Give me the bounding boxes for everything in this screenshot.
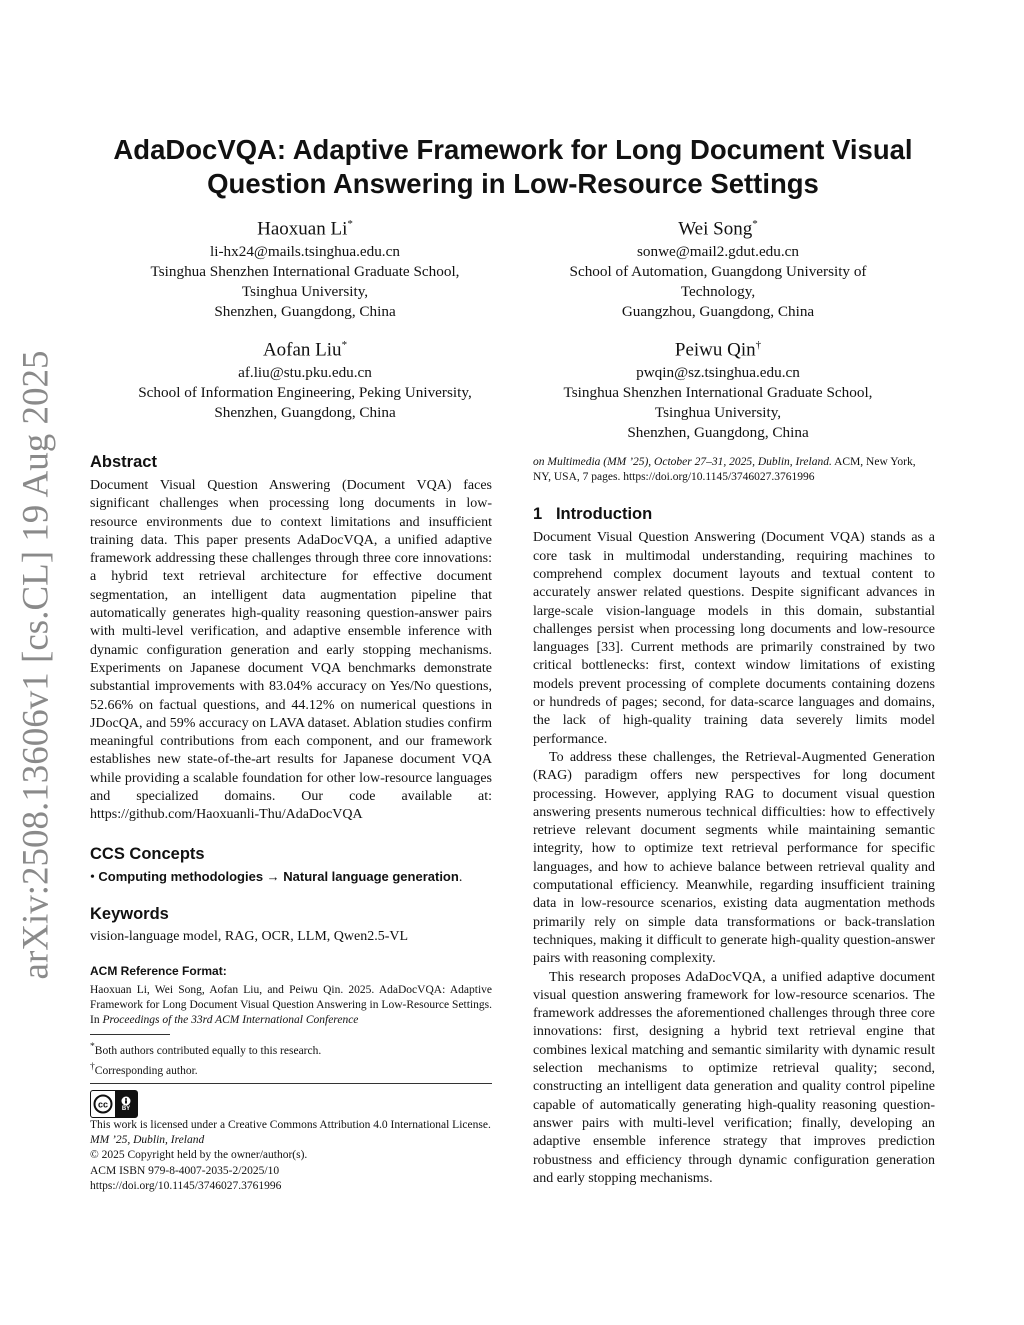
section-title: Introduction <box>555 505 653 524</box>
footnote-corresponding: †Corresponding author. <box>90 1061 198 1077</box>
license-isbn: ACM ISBN 979-8-4007-2035-2/2025/10 <box>90 1164 280 1177</box>
author-affiliation: School of Information Engineering, Peking University, <box>138 384 472 402</box>
author-name: Peiwu Qin† <box>674 339 762 361</box>
license-block <box>90 1118 510 1194</box>
author-block-1 <box>120 211 490 322</box>
ccs-item: • Computing methodologies → Natural language generation. <box>90 868 463 885</box>
author-email: li-hx24@mails.tsinghua.edu.cn <box>210 243 400 261</box>
reference-format-continued: on Multimedia (MM ’25), October 27–31, 2025, Dublin, Ireland. ACM, New York, NY, USA, 7 pages. https://doi.org/10.1145/3746027.3761996 <box>533 456 916 484</box>
author-affiliation: Shenzhen, Guangdong, China <box>214 303 396 321</box>
keywords-heading: Keywords <box>90 904 169 923</box>
author-affiliation: Technology, <box>680 283 756 301</box>
cc-text: cc <box>97 1099 109 1110</box>
footnotes <box>90 1039 492 1079</box>
ccs-heading: CCS Concepts <box>90 844 205 863</box>
author-affiliation: Shenzhen, Guangdong, China <box>627 424 809 442</box>
intro-paragraph: This research proposes AdaDocVQA, a unified adaptive document visual question answering framework for low-resource scenarios. The framework addresses the aforementioned challenges through three core innovations: first, designing a hybrid text retrieval engine that combines lexical matching and semantic similarity with dynamic result selection mechanisms to optimize retrieval quality; second, constructing an intelligent data generation and quality control pipeline capable of automatically generating high-quality reasoning question-answer pairs with multi-level verification; finally, developing an adaptive ensemble inference strategy that improves prediction robustness and efficiency through dynamic configuration generation and early stopping mechanisms. <box>533 969 935 1186</box>
author-affiliation: Tsinghua University, <box>654 404 782 422</box>
person-icon <box>121 1096 131 1106</box>
intro-paragraph: Document Visual Question Answering (Document VQA) stands as a core task in multimodal understanding, requiring machines to comprehend complex document layouts and textual content to accurately answer related questions. Despite significant advances in large-scale vision-language models in this domain, substantial challenges persist when processing long documents and low-resource languages [33]. Current methods are primarily constrained by two critical bottlenecks: first, context window limitations of existing models prevent processing of complete documents containing dozens or hundreds of pages; second, for data-scarce languages and domains, the lack of high-quality training data severely limits model performance. <box>533 530 935 747</box>
author-affiliation: Guangzhou, Guangdong, China <box>621 303 815 321</box>
author-email: af.liu@stu.pku.edu.cn <box>238 364 372 382</box>
license-text: This work is licensed under a Creative Commons Attribution 4.0 International License. <box>90 1119 491 1131</box>
license-doi: https://doi.org/10.1145/3746027.3761996 <box>90 1179 282 1192</box>
author-affiliation: Tsinghua Shenzhen International Graduate School, <box>563 384 873 402</box>
by-text: BY <box>121 1106 131 1112</box>
license-rule <box>90 1083 492 1084</box>
arxiv-id: arXiv:2508.13606v1 [cs.CL] 19 Aug 2025 <box>15 350 57 980</box>
left-column <box>90 451 492 1028</box>
author-name: Haoxuan Li* <box>257 218 353 240</box>
license-venue: MM ’25, Dublin, Ireland <box>90 1134 205 1147</box>
license-copyright: © 2025 Copyright held by the owner/author(s). <box>90 1149 308 1162</box>
footnote-rule <box>90 1034 170 1035</box>
author-name: Aofan Liu* <box>262 339 348 361</box>
paper-title: AdaDocVQA: Adaptive Framework for Long Document Visual Question Answering in Low-Resource Settings <box>113 134 913 199</box>
author-block-3 <box>110 332 500 423</box>
introduction-heading <box>533 503 935 525</box>
section-number: 1 <box>533 505 543 524</box>
right-column <box>533 455 935 1188</box>
author-email: sonwe@mail2.gdut.edu.cn <box>636 243 800 261</box>
author-block-2 <box>533 211 903 322</box>
reference-format-heading: ACM Reference Format: <box>90 964 227 979</box>
author-name: Wei Song* <box>678 218 758 240</box>
intro-paragraph: To address these challenges, the Retrieval-Augmented Generation (RAG) paradigm offers new perspectives for long document processing. However, applying RAG to document visual question answering presents numerous technical difficulties: how to effectively retrieve relevant document segments while maintaining semantic integrity, how to optimize text retrieval performance for specific languages, and how to achieve balance between retrieval quality and computational efficiency. Meanwhile, regarding insufficient training data in low-resource scenarios, existing data augmentation methods primarily rely on simple data transformations or back-translation techniques, making it difficult to generate high-quality question-answer pairs with reasoning complexity. <box>533 749 935 967</box>
reference-format-text: Haoxuan Li, Wei Song, Aofan Liu, and Peiwu Qin. 2025. AdaDocVQA: Adaptive Framework for Long Document Visual Question Answering in Low-Resource Settings. In Proceedings of the 33rd ACM International Conference <box>90 983 492 1026</box>
author-affiliation: Tsinghua Shenzhen International Graduate School, <box>150 263 460 281</box>
footnote-equal: *Both authors contributed equally to this research. <box>90 1041 322 1057</box>
abstract-heading: Abstract <box>90 453 157 471</box>
cc-logo-icon <box>91 1091 115 1117</box>
author-email: pwqin@sz.tsinghua.edu.cn <box>636 364 800 382</box>
author-affiliation: Shenzhen, Guangdong, China <box>214 404 396 422</box>
keywords-text: vision-language model, RAG, OCR, LLM, Qwen2.5-VL <box>90 928 409 944</box>
arxiv-stamp <box>6 350 66 980</box>
author-affiliation: School of Automation, Guangdong University of <box>569 263 867 281</box>
abstract-text: Document Visual Question Answering (Document VQA) faces significant challenges when processing long documents in low-resource environments due to context limitations and insufficient training data. This paper presents AdaDocVQA, a unified adaptive framework addressing these challenges through three core innovations: a hybrid text retrieval architecture for effective document segmentation, an intelligent data augmentation pipeline that automatically generates high-quality reasoning question-answer pairs with multi-level verification, and adaptive ensemble inference with dynamic configuration generation and early stopping mechanisms. Experiments on Japanese document VQA benchmarks demonstrate substantial improvements with 83.04% accuracy on Yes/No questions, 52.66% on factual questions, and 44.12% on numerical questions in JDocQA, and 59% accuracy on LAVA dataset. Ablation studies confirm meaningful contributions from each component, and our framework establishes new state-of-the-art results for Japanese document VQA while providing a scalable foundation for other low-resource languages and specialized domains. Our code available at: https://github.com/Haoxuanli-Thu/AdaDocVQA <box>90 478 492 823</box>
author-affiliation: Tsinghua University, <box>241 283 369 301</box>
cc-by-license-badge <box>90 1090 138 1118</box>
author-block-4 <box>533 332 903 443</box>
by-logo <box>115 1091 137 1117</box>
